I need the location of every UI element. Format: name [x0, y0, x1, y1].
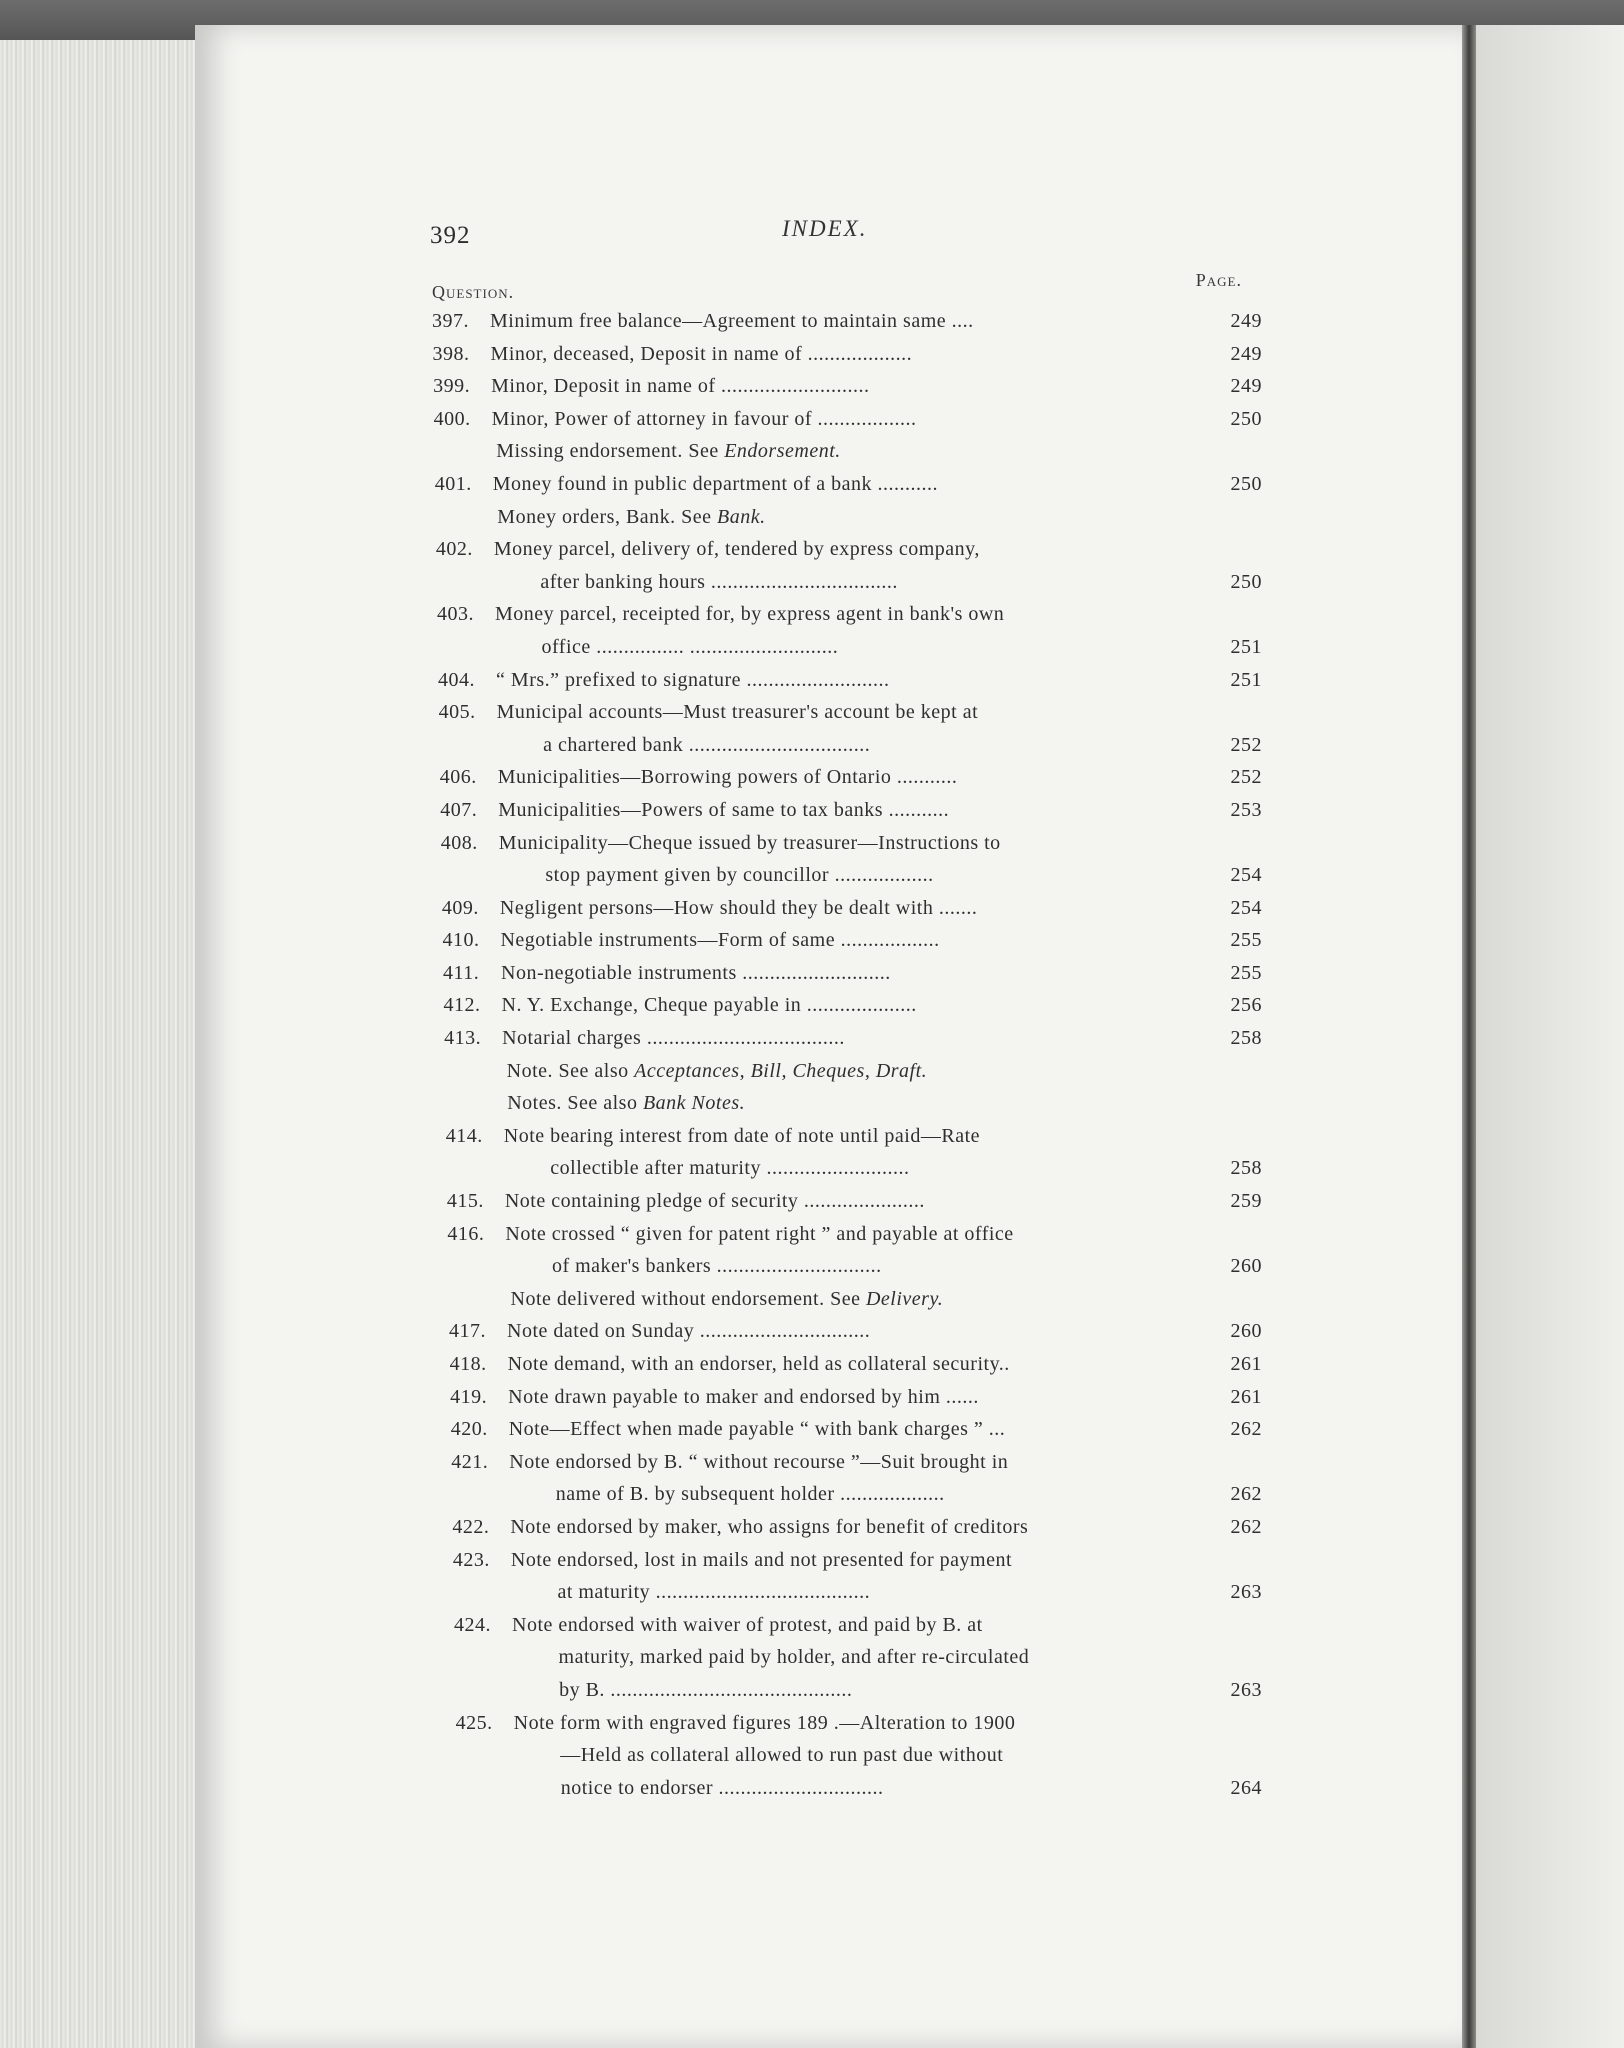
page-header — [430, 216, 1250, 262]
entry-text: Negotiable instruments—Form of same .................. — [500, 929, 940, 952]
cross-reference: Endorsement. — [724, 440, 841, 463]
index-line — [432, 1218, 1262, 1251]
index-line — [432, 1087, 1262, 1120]
entry-page-number: 258 — [1230, 1157, 1262, 1180]
index-line — [432, 338, 1262, 371]
question-number: 404. — [438, 668, 476, 691]
entry-text: at maturity ....................................... — [557, 1581, 871, 1604]
question-number: 397. — [432, 310, 469, 332]
question-column-heading: Question. — [432, 282, 515, 302]
question-number: 419. — [450, 1385, 488, 1408]
entry-text: by B. ............................................ — [559, 1678, 853, 1701]
entry-text: Notarial charges .................................... — [502, 1027, 845, 1050]
question-number: 406. — [439, 766, 477, 789]
index-line — [432, 501, 1262, 534]
question-number: 422. — [452, 1515, 490, 1538]
index-line — [432, 1022, 1262, 1055]
index-line — [432, 1544, 1262, 1577]
index-line — [432, 1283, 1262, 1316]
index-line — [432, 468, 1262, 501]
cross-reference: Bank Notes. — [642, 1092, 746, 1115]
question-number: 400. — [433, 407, 471, 430]
entry-page-number: 254 — [1230, 864, 1262, 887]
index-line — [432, 1576, 1262, 1609]
entry-text: Municipalities—Borrowing powers of Ontario ........... — [497, 766, 958, 789]
index-line — [432, 1055, 1262, 1088]
index-line — [432, 859, 1262, 892]
entry-page-number: 252 — [1230, 766, 1262, 789]
entry-text: Note endorsed with waiver of protest, and paid by B. at — [512, 1613, 983, 1636]
book-gutter — [1462, 25, 1476, 2048]
question-number: 412. — [443, 994, 481, 1017]
entry-page-number: 253 — [1230, 798, 1262, 821]
question-number: 421. — [451, 1450, 489, 1473]
index-line — [432, 598, 1262, 631]
entry-text: after banking hours .................................. — [540, 570, 898, 593]
entry-text: Note dated on Sunday ............................... — [507, 1320, 871, 1343]
entry-text: notice to endorser .............................. — [560, 1776, 884, 1799]
index-line — [432, 1478, 1262, 1511]
entry-text: collectible after maturity .......................... — [550, 1157, 910, 1180]
index-line — [432, 1707, 1262, 1740]
entry-text: Municipalities—Powers of same to tax banks ........... — [498, 798, 950, 821]
entry-page-number: 261 — [1230, 1385, 1262, 1408]
entry-page-number: 264 — [1230, 1776, 1262, 1799]
entry-page-number: 260 — [1230, 1255, 1262, 1278]
index-entries — [432, 305, 1262, 1804]
entry-text: Note form with engraved figures 189 .—Alteration to 1900 — [513, 1711, 1016, 1734]
entry-text: name of B. by subsequent holder ................... — [555, 1483, 945, 1506]
entry-text: Negligent persons—How should they be dealt with ....... — [499, 896, 978, 919]
page-title: INDEX. — [782, 216, 868, 241]
index-line — [432, 729, 1262, 762]
entry-text: Minor, Deposit in name of ........................... — [491, 375, 870, 398]
index-line — [432, 1446, 1262, 1479]
entry-text: Money found in public department of a bank ........... — [492, 472, 938, 495]
entry-page-number: 249 — [1230, 375, 1262, 398]
entry-page-number: 255 — [1230, 961, 1262, 984]
question-number: 416. — [447, 1222, 485, 1245]
index-line — [432, 435, 1262, 468]
index-line — [432, 957, 1262, 990]
entry-text: “ Mrs.” prefixed to signature .......................... — [496, 668, 890, 691]
entry-page-number: 249 — [1230, 342, 1262, 365]
entry-page-number: 250 — [1230, 472, 1262, 495]
entry-page-number: 256 — [1230, 994, 1262, 1017]
entry-text: a chartered bank ................................. — [543, 733, 871, 756]
entry-page-number: 252 — [1230, 733, 1262, 756]
cross-reference: Acceptances, Bill, Cheques, Draft. — [634, 1059, 928, 1082]
entry-text: Note. See also — [506, 1059, 635, 1082]
entry-page-number: 262 — [1230, 1418, 1262, 1441]
question-number: 414. — [445, 1124, 483, 1147]
entry-text: Minimum free balance—Agreement to maintain same .... — [490, 310, 974, 332]
column-headings — [432, 270, 1242, 300]
question-number: 405. — [438, 701, 476, 724]
entry-text: of maker's bankers .............................. — [551, 1255, 882, 1278]
entry-text: Note containing pledge of security ...................... — [504, 1190, 925, 1213]
question-number: 415. — [446, 1190, 484, 1213]
cross-reference: Bank. — [717, 505, 766, 528]
entry-page-number: 263 — [1230, 1581, 1262, 1604]
entry-page-number: 259 — [1230, 1190, 1262, 1213]
question-number: 407. — [440, 798, 478, 821]
question-number: 410. — [442, 929, 480, 952]
entry-page-number: 263 — [1230, 1678, 1262, 1701]
question-number: 413. — [444, 1027, 482, 1050]
question-number: 403. — [436, 603, 474, 626]
index-line — [432, 1609, 1262, 1642]
entry-page-number: 255 — [1230, 929, 1262, 952]
index-line — [432, 1413, 1262, 1446]
entry-page-number: 262 — [1230, 1515, 1262, 1538]
index-line — [432, 1315, 1262, 1348]
entry-text: Notes. See also — [507, 1092, 643, 1115]
entry-page-number: 258 — [1230, 1027, 1262, 1050]
entry-page-number: 251 — [1230, 635, 1262, 658]
index-line — [432, 305, 1262, 338]
question-number: 399. — [433, 375, 471, 398]
index-line — [432, 1152, 1262, 1185]
entry-text: Money orders, Bank. See — [497, 505, 718, 528]
question-number: 409. — [441, 896, 479, 919]
entry-text: Money parcel, receipted for, by express agent in bank's own — [494, 603, 1005, 626]
facing-page-edge — [1476, 25, 1624, 2048]
entry-text: Note—Effect when made payable “ with bank charges ” ... — [508, 1418, 1006, 1441]
question-number: 425. — [455, 1711, 493, 1734]
entry-text: Note endorsed by maker, who assigns for benefit of creditors — [510, 1515, 1029, 1538]
entry-text: Note endorsed by B. “ without recourse ”—Suit brought in — [509, 1450, 1009, 1473]
question-number: 408. — [440, 831, 478, 854]
entry-text: Minor, deceased, Deposit in name of ................... — [490, 342, 913, 365]
index-line — [432, 1120, 1262, 1153]
index-line — [432, 533, 1262, 566]
index-line — [432, 403, 1262, 436]
question-number: 417. — [449, 1320, 487, 1343]
index-line — [432, 1641, 1262, 1674]
index-line — [432, 1348, 1262, 1381]
entry-page-number: 250 — [1230, 407, 1262, 430]
page-column-heading: Page. — [1195, 270, 1242, 290]
entry-text: Note bearing interest from date of note until paid—Rate — [503, 1124, 980, 1147]
entry-text: maturity, marked paid by holder, and after re-circulated — [558, 1646, 1030, 1669]
index-line — [432, 924, 1262, 957]
page-number: 392 — [430, 222, 471, 249]
entry-page-number: 254 — [1230, 896, 1262, 919]
index-line — [432, 827, 1262, 860]
entry-text: —Held as collateral allowed to run past due without — [560, 1744, 1004, 1767]
index-line — [432, 761, 1262, 794]
question-number: 401. — [434, 472, 472, 495]
question-number: 418. — [449, 1353, 487, 1375]
entry-text: Note delivered without endorsement. See — [510, 1287, 866, 1310]
entry-page-number: 251 — [1230, 668, 1262, 691]
index-line — [432, 1739, 1262, 1772]
question-number: 411. — [443, 961, 480, 984]
index-line — [432, 1772, 1262, 1805]
entry-text: office ................ ........................... — [541, 635, 839, 658]
entry-text: stop payment given by councillor .................. — [545, 864, 934, 887]
entry-text: Non-negotiable instruments ........................... — [501, 961, 891, 984]
question-number: 398. — [432, 342, 470, 365]
entry-text: Note drawn payable to maker and endorsed by him ...... — [508, 1385, 979, 1408]
entry-text: Note demand, with an endorser, held as collateral security.. — [507, 1353, 1010, 1375]
entry-page-number: 250 — [1230, 570, 1262, 593]
question-number: 424. — [454, 1613, 491, 1636]
index-line — [432, 664, 1262, 697]
index-line — [432, 1674, 1262, 1707]
question-number: 423. — [452, 1548, 490, 1571]
entry-text: N. Y. Exchange, Cheque payable in .................... — [501, 994, 917, 1017]
index-line — [432, 696, 1262, 729]
entry-text: Note endorsed, lost in mails and not presented for payment — [510, 1548, 1012, 1571]
entry-text: Municipal accounts—Must treasurer's account be kept at — [496, 701, 979, 724]
index-line — [432, 1511, 1262, 1544]
entry-page-number: 260 — [1230, 1320, 1262, 1343]
entry-text: Missing endorsement. See — [496, 440, 725, 463]
entry-text: Note crossed “ given for patent right ” and payable at office — [505, 1222, 1014, 1245]
index-line — [432, 794, 1262, 827]
question-number: 420. — [450, 1418, 488, 1441]
entry-text: Municipality—Cheque issued by treasurer—Instructions to — [498, 831, 1001, 854]
index-line — [432, 370, 1262, 403]
index-line — [432, 1381, 1262, 1414]
index-line — [432, 1250, 1262, 1283]
index-line — [432, 892, 1262, 925]
entry-text: Minor, Power of attorney in favour of .................. — [491, 407, 917, 430]
index-line — [432, 1185, 1262, 1218]
entry-text: Money parcel, delivery of, tendered by express company, — [493, 538, 980, 561]
entry-page-number: 262 — [1230, 1483, 1262, 1506]
question-number: 402. — [435, 538, 473, 561]
cross-reference: Delivery. — [865, 1287, 944, 1310]
index-line — [432, 631, 1262, 664]
entry-page-number: 261 — [1230, 1353, 1262, 1375]
index-line — [432, 566, 1262, 599]
index-line — [432, 989, 1262, 1022]
entry-page-number: 249 — [1230, 310, 1262, 332]
